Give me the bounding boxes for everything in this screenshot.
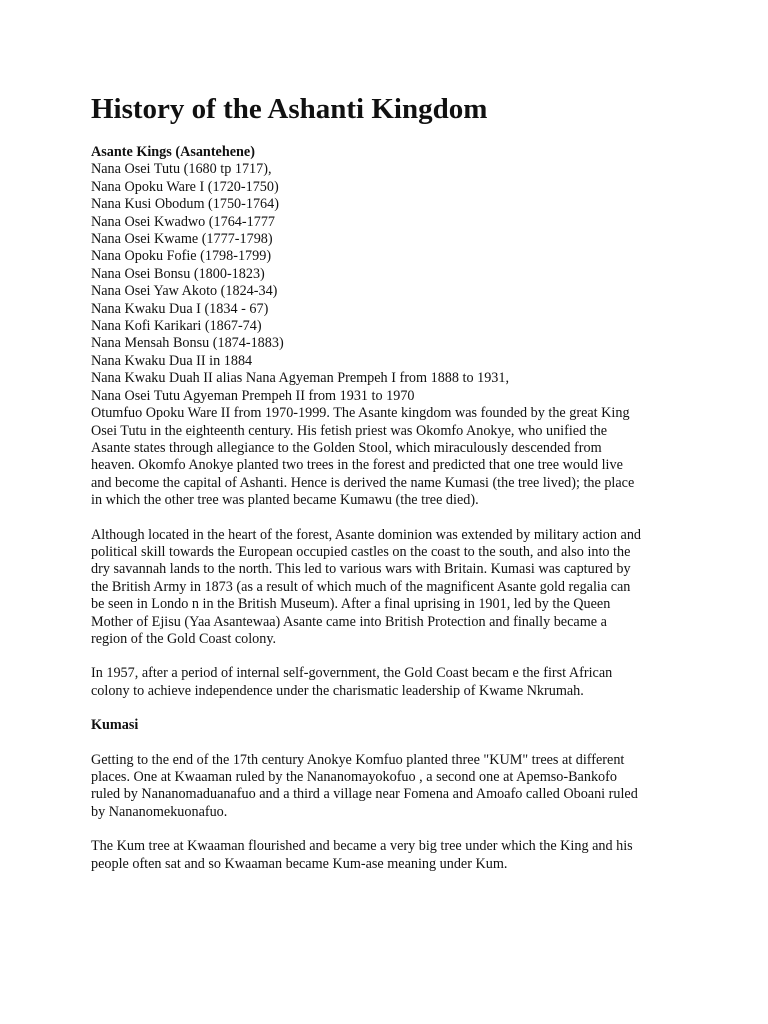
paragraph-independence bbox=[91, 665, 691, 700]
kumasi-heading: Kumasi bbox=[91, 717, 139, 734]
paragraph-line: colony to achieve independence under the charismatic leadership of Kwame Nkrumah. bbox=[91, 682, 584, 699]
paragraph-line: region of the Gold Coast colony. bbox=[91, 630, 277, 647]
paragraph-line: dry savannah lands to the north. This led to various wars with Britain. Kumasi was captured by bbox=[91, 561, 631, 578]
paragraph-line: ruled by Nananomaduanafuo and a third a village near Fomena and Amoafo called Oboani ruled bbox=[91, 786, 638, 803]
paragraph-line: In 1957, after a period of internal self-government, the Gold Coast becam e the first African bbox=[91, 665, 613, 682]
paragraph-line: be seen in Londo n in the British Museum). After a final uprising in 1901, led by the Queen bbox=[91, 596, 611, 613]
paragraph-line: people often sat and so Kwaaman became Kum-ase meaning under Kum. bbox=[91, 855, 508, 872]
spacer bbox=[91, 130, 691, 144]
paragraph-line: by Nananomekuonafuo. bbox=[91, 803, 228, 820]
paragraph-line: Getting to the end of the 17th century Anokye Komfuo planted three "KUM" trees at different bbox=[91, 751, 625, 768]
paragraph-line: The Kum tree at Kwaaman flourished and became a very big tree under which the King and his bbox=[91, 838, 633, 855]
paragraph-founding bbox=[91, 405, 691, 509]
king-item: Nana Opoku Fofie (1798-1799) bbox=[91, 248, 272, 265]
king-item: Nana Osei Tutu (1680 tp 1717), bbox=[91, 161, 272, 178]
paragraph-line: Asante states through allegiance to the Golden Stool, which miraculously descended from bbox=[91, 439, 602, 456]
king-item: Nana Kwaku Duah II alias Nana Agyeman Prempeh I from 1888 to 1931, bbox=[91, 370, 510, 387]
spacer bbox=[91, 700, 691, 717]
king-item: Nana Osei Kwame (1777-1798) bbox=[91, 231, 273, 248]
paragraph-kum-trees bbox=[91, 752, 691, 822]
paragraph-line: Although located in the heart of the forest, Asante dominion was extended by military action and bbox=[91, 526, 642, 543]
paragraph-line: and become the capital of Ashanti. Hence is derived the name Kumasi (the tree lived); the place bbox=[91, 474, 635, 491]
king-item: Nana Osei Kwadwo (1764-1777 bbox=[91, 213, 276, 230]
king-item: Nana Opoku Ware I (1720-1750) bbox=[91, 178, 279, 195]
paragraph-line: the British Army in 1873 (as a result of which much of the magnificent Asante gold regalia can bbox=[91, 578, 631, 595]
king-item: Nana Kusi Obodum (1750-1764) bbox=[91, 196, 279, 213]
spacer bbox=[91, 510, 691, 527]
spacer bbox=[91, 648, 691, 665]
king-item: Nana Kwaku Dua I (1834 - 67) bbox=[91, 300, 269, 317]
paragraph-line: in which the other tree was planted became Kumawu (the tree died). bbox=[91, 492, 479, 509]
paragraph-line: Osei Tutu in the eighteenth century. His fetish priest was Okomfo Anokye, who unified the bbox=[91, 422, 608, 439]
kings-heading: Asante Kings (Asantehene) bbox=[91, 144, 255, 160]
paragraph-line: places. One at Kwaaman ruled by the Nananomayokofuo , a second one at Apemso-Bankofo bbox=[91, 769, 617, 785]
paragraph-expansion bbox=[91, 527, 691, 649]
king-item: Nana Osei Yaw Akoto (1824-34) bbox=[91, 283, 278, 300]
spacer bbox=[91, 821, 691, 838]
paragraph-line: political skill towards the European occupied castles on the coast to the south, and also into the bbox=[91, 543, 631, 560]
king-item: Nana Kofi Karikari (1867-74) bbox=[91, 318, 262, 335]
paragraph-line: heaven. Okomfo Anokye planted two trees in the forest and predicted that one tree would live bbox=[91, 457, 623, 474]
paragraph-kum-ase bbox=[91, 838, 691, 873]
document-page bbox=[91, 88, 691, 873]
king-item: Nana Kwaku Dua II in 1884 bbox=[91, 352, 253, 369]
kings-list bbox=[91, 161, 691, 405]
king-item: Nana Osei Bonsu (1800-1823) bbox=[91, 265, 265, 282]
spacer bbox=[91, 735, 691, 752]
king-item: Nana Osei Tutu Agyeman Prempeh II from 1931 to 1970 bbox=[91, 387, 415, 404]
paragraph-line: Otumfuo Opoku Ware II from 1970-1999. The Asante kingdom was founded by the great King bbox=[91, 405, 630, 422]
document-title: History of the Ashanti Kingdom bbox=[91, 93, 488, 125]
paragraph-line: Mother of Ejisu (Yaa Asantewaa) Asante came into British Protection and finally became a bbox=[91, 613, 607, 630]
king-item: Nana Mensah Bonsu (1874-1883) bbox=[91, 335, 284, 352]
